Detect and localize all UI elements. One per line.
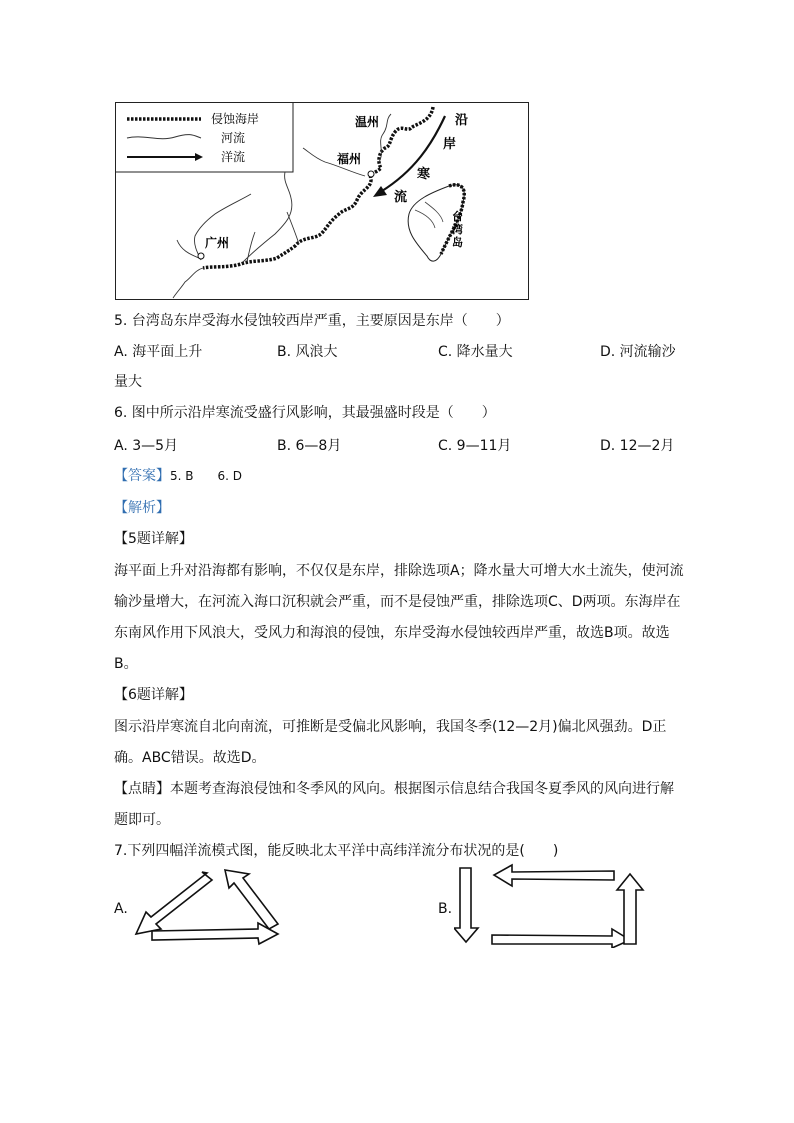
q5-stem: 5. 台湾岛东岸受海水侵蚀较西岸严重，主要原因是东岸（ ） [114, 313, 510, 329]
legend-erosion-label: 侵蚀海岸 [211, 112, 260, 126]
q7-diagram-b [454, 862, 649, 948]
q5-option-d-wrap: 量大 [114, 374, 142, 390]
q5-option-a: A. 海平面上升 [114, 344, 203, 360]
coastal-erosion-map [115, 102, 529, 300]
current-char-1: 沿 [455, 113, 469, 128]
q5-detail-heading: 【5题详解】 [114, 531, 193, 547]
q6-option-c: C. 9—11月 [438, 438, 512, 454]
q5-option-c: C. 降水量大 [438, 344, 513, 360]
comment-label: 【点睛】 [114, 781, 170, 797]
comment-body: 本题考查海浪侵蚀和冬季风的风向。根据图示信息结合我国冬夏季风的风向进行解题即可。 [114, 781, 674, 828]
city-fuzhou: 福州 [337, 152, 362, 166]
q7-option-b-label: B. [438, 901, 453, 917]
guangzhou-marker [198, 253, 204, 259]
arrow-b-left-down [454, 868, 478, 942]
city-wenzhou: 温州 [355, 115, 380, 129]
island-char-2: 湾 [452, 223, 463, 236]
arrow-a-left [136, 872, 212, 934]
arrow-b-bottom-right [492, 929, 630, 948]
q5-option-d: D. 河流输沙 [600, 344, 676, 360]
current-char-3: 寒 [417, 167, 431, 182]
q6-detail-heading: 【6题详解】 [114, 687, 193, 703]
q7-option-a-label: A. [114, 901, 128, 917]
q6-detail-body: 图示沿岸寒流自北向南流，可推断是受偏北风影响，我国冬季(12—2月)偏北风强劲。D正确。ABC错误。故选D。 [114, 719, 667, 766]
q7-stem: 7.下列四幅洋流模式图，能反映北太平洋中高纬洋流分布状况的是( ) [114, 843, 559, 859]
q5-detail-body: 海平面上升对沿海都有影响，不仅仅是东岸，排除选项A；降水量大可增大水土流失，使河流输沙量增大，在河流入海口沉积就会严重，而不是侵蚀严重，排除选项C、D两项。东海岸在东南风作用下风浪大，受风力和海浪的侵蚀，东岸受海水侵蚀较西岸严重，故选B项。故选B。 [114, 563, 684, 672]
current-char-4: 流 [394, 190, 408, 205]
island-char-1: 台 [452, 210, 463, 223]
q7-diagram-a [128, 866, 283, 946]
legend-current-label: 洋流 [221, 150, 246, 164]
analysis-label: 【解析】 [114, 500, 170, 516]
answer-text: 5. B 6. D [170, 469, 243, 483]
q6-option-b: B. 6—8月 [277, 438, 342, 454]
city-guangzhou: 广州 [205, 236, 230, 250]
q6-option-a: A. 3—5月 [114, 438, 179, 454]
q5-option-b: B. 风浪大 [277, 344, 338, 360]
arrow-a-right [225, 870, 278, 929]
comment-paragraph [114, 774, 686, 836]
answer-line [114, 466, 242, 486]
current-char-2: 岸 [443, 137, 457, 152]
island-char-3: 岛 [452, 236, 463, 249]
arrow-a-bottom [152, 923, 278, 944]
q6-stem: 6. 图中所示沿岸寒流受盛行风影响，其最强盛时段是（ ） [114, 405, 496, 421]
q6-option-d: D. 12—2月 [600, 438, 675, 454]
answer-label: 【答案】 [114, 468, 170, 484]
arrow-b-top-left [494, 865, 614, 886]
fuzhou-marker [368, 171, 374, 177]
legend-river-label: 河流 [221, 131, 246, 145]
arrow-b-right-up [617, 874, 643, 944]
